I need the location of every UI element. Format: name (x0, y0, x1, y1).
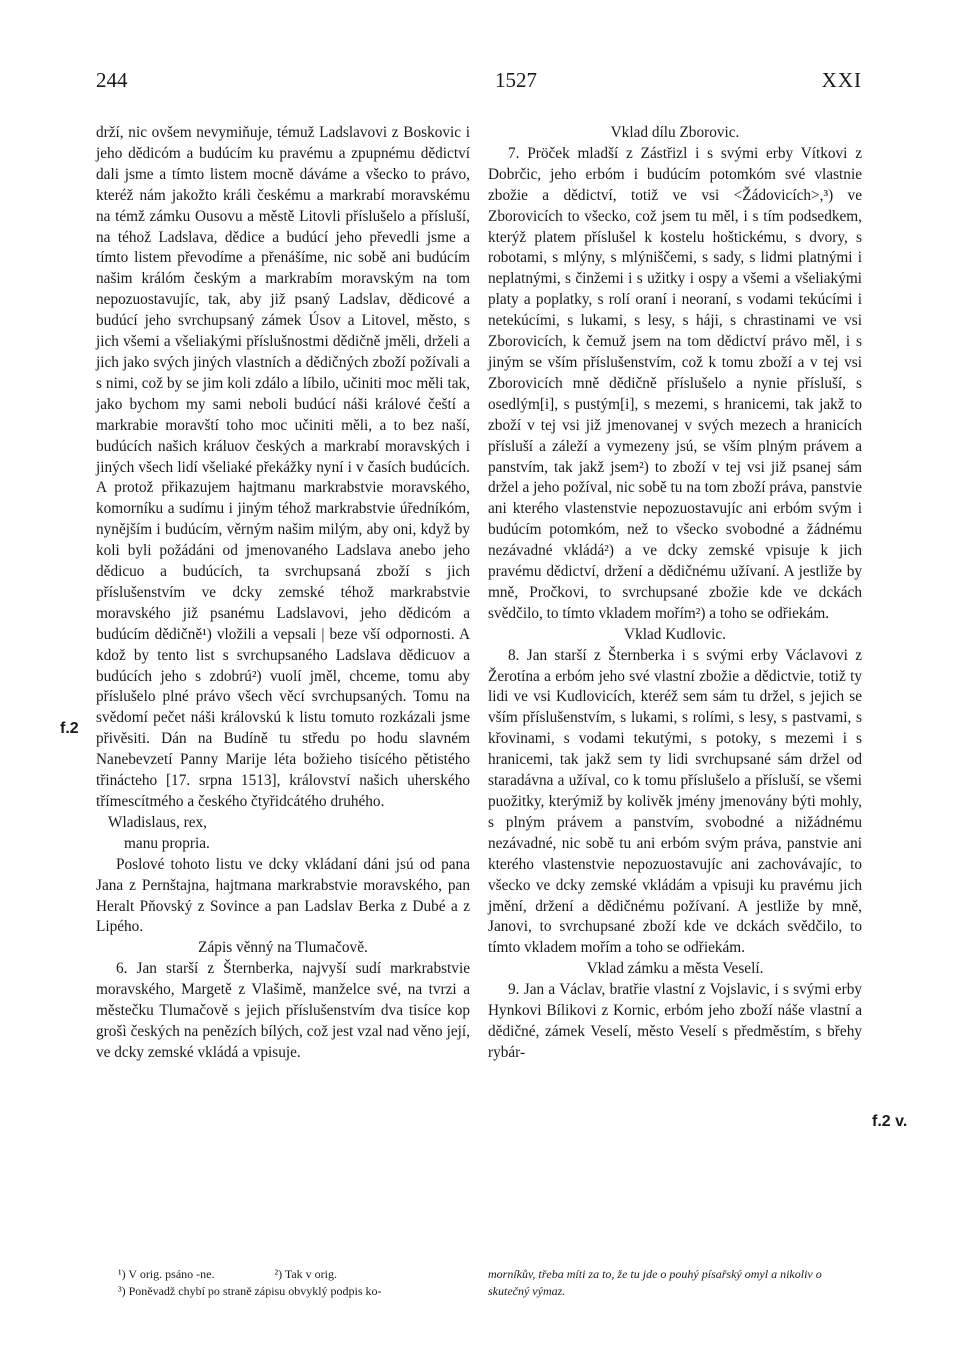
page-header (96, 60, 862, 100)
entry-9: 9. Jan a Václav, bratřie vlastní z Vojslavic, i s svými erby Hynkovi Bílikovi z Kornic, erbóm jeho zboží náše vlastní a dědičné, zámek Veselí, město Veselí s předměstím, s břehy rybár- (488, 981, 862, 1061)
section-heading-zapis: Zápis věnný na Tlumačově. (198, 939, 368, 957)
envoys-paragraph: Poslové tohoto listu ve dcky vkládaní dáni jsú od pana Jana z Pernštajna, hajtmana markrabstvie moravského, pan Heralt Pňovský z Sovince a pan Ladslav Berka z Dubé a z Lipého. (96, 855, 470, 936)
entry-6: 6. Jan starší z Šternberka, najvyší sudí markrabstvie moravského, Margetě z Vlašimě, manželce své, na tvrzi a městečku Tlumačově s jejich příslušenstvím dva tisíce kop grošì českých na penězích bílých, což jest vzal nad věno její, ve dcky zemské vkládá a vpisuje. (96, 960, 470, 1061)
entry-8: 8. Jan starší z Šternberka i s svými erby Václavovi z Žerotína a erbóm jeho své vlastní zbožie a dědictvie, totiž ty lidi ve vsi Kudlovicích, kteréž sem sám tu držel, s jejich se vším příslušenstvím, s lukami, s rolími, s lesy, s pastvami, s křovinami, s vodami tekutými, s potoky, s mezemi i s hranicemi, tak jakž sem ty lidi svrchupsané sám držel od staradávna a užíval, co k tomu příslušelo a přísluší, se všemi puožitky, kterýmiž by kolivěk jmény jmenovány býti mohly, s plným právem a panstvím, svobodné a nižádnému nezávadné, nic sobě tu ani erbóm svým práva, panstvie ani kterého vlastenstvie nepozuostavujíc ani zachovávajíc, to všecko ve dcky zemské vkládám a vpisuji ku pravému jich jmění, držení a dědičnému požívaní. A jestliže by mně, Janovi, to svrchupsané zboží kde ve dckách svědčilo, to tímto vkladem mořím a toho se odřiekám. (488, 646, 862, 957)
footnote-2: ²) Tak v orig. (274, 1267, 338, 1281)
folio-note-left: f.2 (60, 720, 79, 737)
section-number: XXI (821, 68, 862, 92)
entry-7: 7. Pröček mladší z Zástřizl i s svými erby Vítkovi z Dobrčic, jeho erbóm i budúcím potomkóm své vlastnie zbožie a dědictví, totiž ve vsi <Žádovicích>,³) ve Zborovicích to všecko, což jsem tu měl, i s tím podsedkem, kterýž platem příslušel k kostelu hoštickému, s dvory, s robotami, s mlýny, s mlýniščemi, s sady, s lidmi platnými i neplatnými, s činžemi i s užitky i ospy a všemi a všeliakými platy a poplatky, s rolí oraní i neoraní, s vodami tekúcími i netekúcími, s lukami, s lesy, s háji, s chrastinami ve vsi Zborovicích, k čemuž jsem na tom dědictví právo měl, i s jiným se vším příslušenstvím, což k tomu zboží a v tej vsi Zborovicích mně dědičně příslušelo a nynie přísluší, s osedlým[i], s pustým[i], s mezemi, s hranicemi, tak jakž to zboží v tej vsi již jmenovanej v svých mezech a hranicích přísluší a záleží a vymezeny jsú, se vším plným právem a panstvím, tak jakž jsem²) to zboží v tej vsi již psanej sám držel a jeho požíval, nic sobě tu na tom zboží práva, panstvie ani kterého vlastenstvie nepozuostavujíc ani erbóm svým i budúcím potomkóm, než to všecko svobodné a žádnému nezávadné vkládá²) a ve dcky zemské vpisuje k jich pravému dědictví, držení a dědičnému užívaní. A jestliže by mně, Pročkovi, to svrchupsané zbožie kde ve dckách svědčilo, to tímto vkladem mořím²) a toho se odřiekám. (488, 144, 862, 622)
footnote-3-continued: morníkův, třeba míti za to, že tu jde o pouhý písařský omyl a nikoliv o skutečný výmaz. (488, 1267, 822, 1298)
year-heading: 1527 (495, 68, 537, 92)
folio-note-right: f.2 v. (872, 1113, 908, 1130)
section-heading-veseli: Vklad zámku a města Veselí. (586, 960, 764, 978)
footnotes-right (488, 1266, 862, 1300)
footnote-3: ³) Poněvadž chybí po straně zápisu obvyklý podpis ko- (118, 1284, 382, 1298)
signature-line-2: manu propria. (124, 834, 210, 852)
section-heading-zborovic: Vklad dílu Zborovic. (610, 124, 740, 141)
footnote-1: ¹) V orig. psáno -ne. (118, 1267, 215, 1281)
signature-line: Wladislaus, rex, (108, 813, 207, 831)
section-heading-kudlovic: Vklad Kudlovic. (624, 625, 726, 643)
right-column (488, 123, 862, 1064)
charter-text: drží, nic ovšem nevymiňuje, témuž Ladslavovi z Boskovic i jeho dědicóm a budúcím ku pravému a zpupnému dědictví dali jsme a tímto listem mocně dáváme a všecko to právo, kteréž nám jakožto králi českému a markrabí moravskému na témž zámku Ousovu a městě Litovli příslušelo a přísluší, na téhož Ladslava, dědice a budúcí jeho převedli jsme a tímto listem převodíme a přenášíme, nic sobě ani budúcím našim králóm českým a markrabím moravským na tom nepozuostavujíc, tak, aby již psaný Ladslav, dědicové a budúcí jeho svrchupsaný zámek Úsov a Litovel, město, s jich všemi a všeliakými příslušnostmi dědičně jměli, drželi a jich jako svých jiných vlastních a dědičných zboží požívali a s nimi, což by se jim koli zdálo a líbilo, učiniti moc měli tak, jako bychom my sami neboli budúcí náši králové čeští a markrabie moravští toho moc učiniti měli, a to bez naší, budúcích našich králuov českých a markrabí moravských i jiných všech lidí všeliaké překážky nyní i v časích budúcích. A protož přikazujem hajtmanu markrabstvie moravského, komorníku a sudímu i jiným téhož markrabstvie úředníkóm, nynějším i budúcím, věrným našim milým, aby oni, když by koli byli požádáni od jmenovaného Ladslava anebo jeho dědicuo a budúcích, ta svrchupsaná zboží s jich příslušenstvím ve dcky zemské téhož markrabstvie moravského již psanému Ladslavovi, jeho dědicóm a budúcím dědičně¹) vložili a vepsali | beze vší odpornosti. A kdož by tento list s svrchupsaného Ladslava dědicuov a budúcích jeho s zdobrú²) vuolí jměl, chceme, tomu aby příslušelo plné právo všech věcí svrchupsaných. Tomu na svědomí pečet náši královskú k listu tomuto rozkázali jsme přivěsiti. Dán na Budíně tu středu po hodu slavném Nanebevzetí Panny Marije léta božieho tisícého pětistého třinácteho [17. srpna 1513], království našich uherského třímescítmého a českého čtyřidcátého druhého. (96, 124, 470, 810)
page-number: 244 (96, 68, 128, 92)
left-column (96, 123, 470, 1064)
footnotes-left (118, 1266, 470, 1300)
